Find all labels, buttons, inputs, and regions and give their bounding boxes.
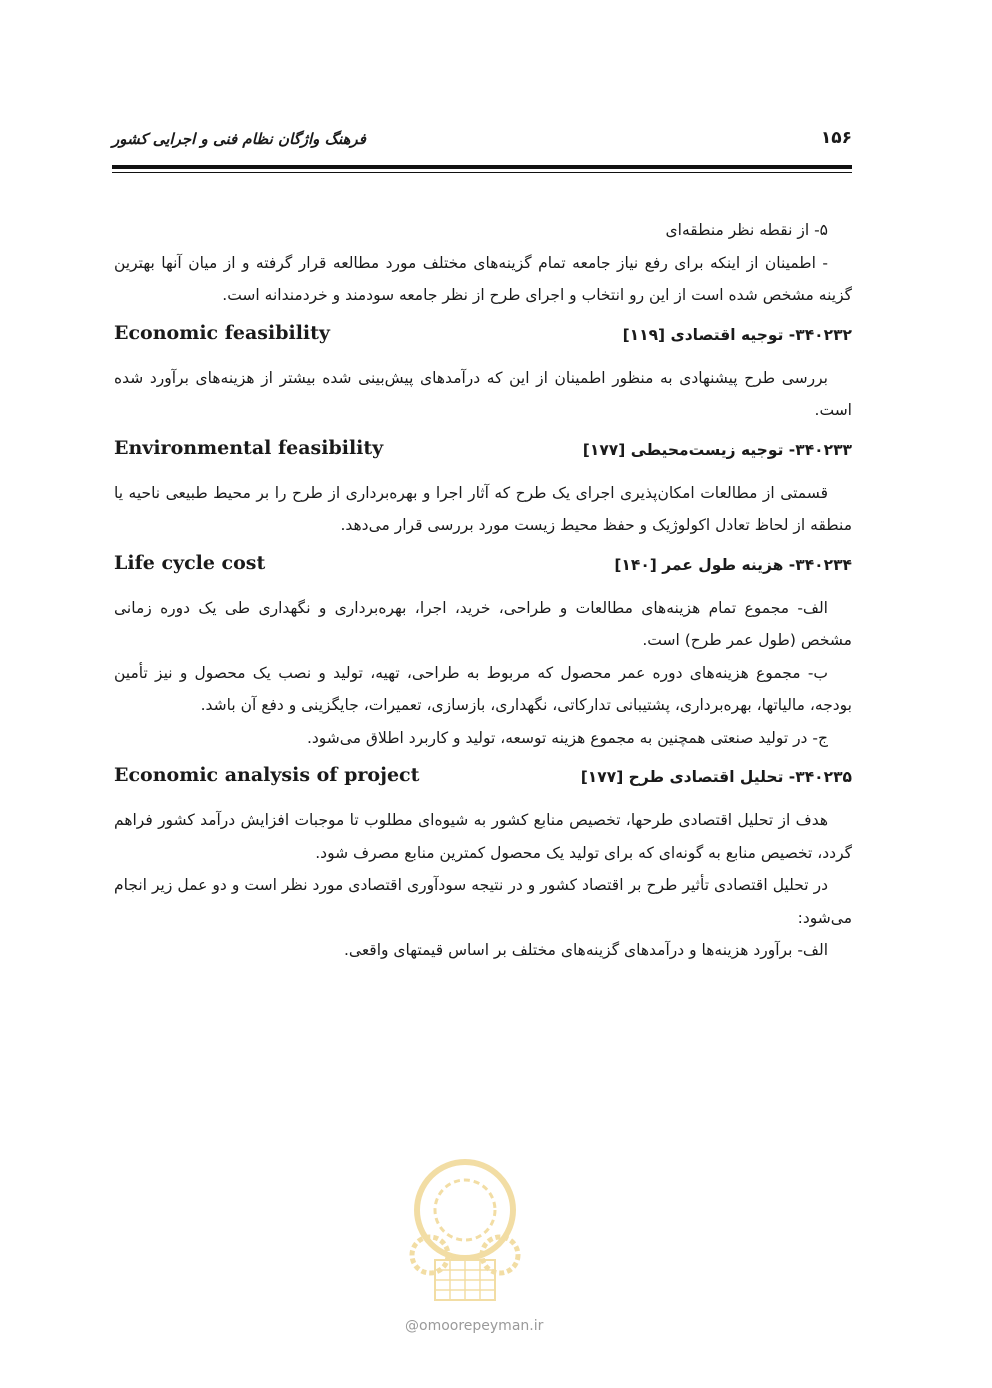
intro-item: ۵- از نقطه نظر منطقه‌ای <box>665 221 828 239</box>
entry-heading <box>114 552 852 588</box>
entry-paragraph: الف- برآورد هزینه‌ها و درآمدهای گزینه‌های مختلف بر اساس قیمتهای واقعی. <box>343 941 828 959</box>
entry-title-en: Economic feasibility <box>114 321 330 344</box>
entry-heading <box>114 437 852 473</box>
entry-heading <box>114 764 852 800</box>
entry-paragraph: هدف از تحلیل اقتصادی طرحها، تخصیص منابع کشور به شیوه‌ای مطلوب تا موجبات افزایش درآمد کشور فراهم گردد، تخصیص منابع به گونه‌ای که برای تولید یک محصول کمترین منابع مصرف شود. <box>114 811 852 862</box>
header-rule-thick <box>112 165 852 169</box>
entry-title-en: Economic analysis of project <box>114 764 420 786</box>
page-header <box>112 128 852 158</box>
entry-paragraph: در تحلیل اقتصادی تأثیر طرح بر اقتصاد کشور و در نتیجه سودآوری اقتصادی مورد نظر است و دو عمل زیر انجام می‌شود: <box>114 876 852 927</box>
entry-title-en: Environmental feasibility <box>114 436 384 459</box>
entry-title-fa: ۳۴۰۲۳۲- توجیه اقتصادی [۱۱۹] <box>622 325 852 344</box>
entry-paragraph: بررسی طرح پیشنهادی به منظور اطمینان از این که درآمدهای پیش‌بینی شده بیشتر از هزینه‌های برآورد شده است. <box>114 368 852 419</box>
entry-paragraph: ب- مجموع هزینه‌های دوره عمر محصول که مربوط به طراحی، تهیه، تولید و نصب یک محصول و نیز تأمین بودجه، مالیاتها، بهره‌برداری، پشتیبانی تدارکاتی، نگهداری، بازسازی، تعمیرات، جایگزینی و دفع آن باشد. <box>114 663 852 714</box>
entry-title-fa: ۳۴۰۲۳۵- تحلیل اقتصادی طرح [۱۷۷] <box>580 768 852 786</box>
entry-title-fa: ۳۴۰۲۳۴- هزینه طول عمر [۱۴۰] <box>614 555 852 574</box>
book-title: فرهنگ واژگان نظام فنی و اجرایی کشور <box>112 130 366 148</box>
entry-title-fa: ۳۴۰۲۳۳- توجیه زیست‌محیطی [۱۷۷] <box>582 440 852 459</box>
page-number: ۱۵۶ <box>820 128 852 148</box>
entry-paragraph: ج- در تولید صنعتی همچنین به مجموع هزینه توسعه، تولید و کاربرد اطلاق می‌شود. <box>306 728 828 747</box>
entry-heading <box>114 322 852 358</box>
header-rule-thin <box>112 172 852 173</box>
entry-paragraph: الف- مجموع تمام هزینه‌های مطالعات و طراحی، خرید، اجرا، بهره‌برداری و نگهداری طی یک دوره زمانی مشخص (طول عمر طرح) است. <box>114 598 852 649</box>
intro-paragraph: - اطمینان از اینکه برای رفع نیاز جامعه تمام گزینه‌های مختلف مورد مطالعه قرار گرفته و از میان آنها بهترین گزینه مشخص شده است از این رو انتخاب و اجرای طرح از نظر جامعه سودمند و خردمندانه است. <box>114 253 852 304</box>
watermark-text: @omoorepeyman.ir <box>405 1318 544 1334</box>
page-content <box>114 214 852 967</box>
entry-title-en: Life cycle cost <box>114 551 266 574</box>
entry-paragraph: قسمتی از مطالعات امکان‌پذیری اجرای یک طرح که آثار اجرا و بهره‌برداری از طرح را بر محیط طبیعی ناحیه یا منطقه از لحاظ تعادل اکولوژیک و حفظ محیط زیست مورد بررسی قرار می‌دهد. <box>114 483 852 534</box>
watermark-logo-icon <box>390 1150 540 1310</box>
